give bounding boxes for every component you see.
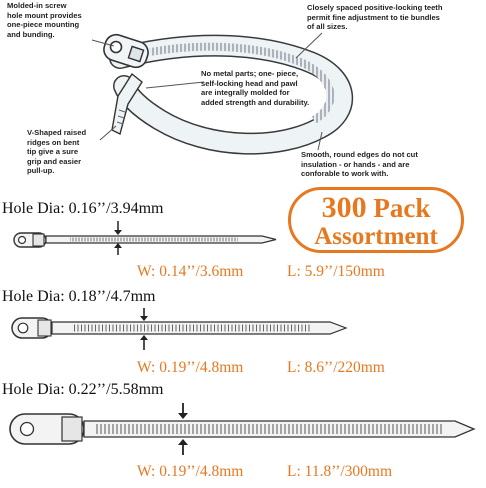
callout-line: Smooth, round edges do not cut [301,150,418,159]
cable-tie-diagram [0,0,486,195]
cable-tie-medium [0,308,486,350]
callout-ridges [27,128,86,176]
callout-line: added strength and durability. [201,97,310,107]
callout-line: insulation - or hands - and are [301,159,410,169]
callout-line: pull-up. [27,166,55,176]
tie-dimensions [137,359,477,379]
callout-line: V-Shaped raised [27,128,87,137]
callout-line: one-piece mounting [7,20,80,30]
tie-dimensions [137,463,482,483]
callout-line: are integrally molded for [201,88,290,98]
callout-line: of all sizes. [307,22,348,32]
mount-head-shape [101,32,151,70]
callout-edges [301,150,418,179]
callout-line: conforable to work with. [301,169,389,179]
cable-tie-large [0,403,486,455]
callout-line: hole mount provides [7,10,82,20]
callout-line: permit fine adjustment to tie bundles [307,12,440,22]
callout-line: Closely spaced positive-locking teeth [307,3,443,12]
badge-line-1 [291,193,461,223]
cable-tie-small [0,221,486,255]
callout-line: ridges on bent [27,137,80,147]
badge-word: Pack [373,193,431,223]
tie-dimensions [137,263,477,283]
hole-diameter-label: Hole Dia: 0.18’’/4.7mm [2,288,156,305]
width-label: W: 0.19’’/4.8mm [137,463,244,480]
callout-line: grip and easier [27,156,82,166]
hole-diameter-label: Hole Dia: 0.22’’/5.58mm [2,381,164,398]
callout-no-metal [201,69,309,107]
callout-mount [7,1,82,39]
badge-count: 300 [321,191,367,224]
length-label: L: 8.6’’/220mm [287,359,385,376]
width-label: W: 0.14’’/3.6mm [137,263,244,280]
badge-line-2: Assortment [314,223,438,250]
hole-diameter-label: Hole Dia: 0.16’’/3.94mm [2,200,164,217]
callout-line: No metal parts; one- piece, [201,69,299,78]
width-label: W: 0.19’’/4.8mm [137,359,244,376]
length-label: L: 11.8’’/300mm [287,463,393,480]
callout-line: and bunding. [7,29,55,39]
callout-teeth [307,3,442,32]
callout-line: self-locking head and pawl [201,78,298,88]
callout-line: Molded-in screw [7,1,67,10]
callout-line: tip give a sure [27,147,79,157]
length-label: L: 5.9’’/150mm [287,263,385,280]
